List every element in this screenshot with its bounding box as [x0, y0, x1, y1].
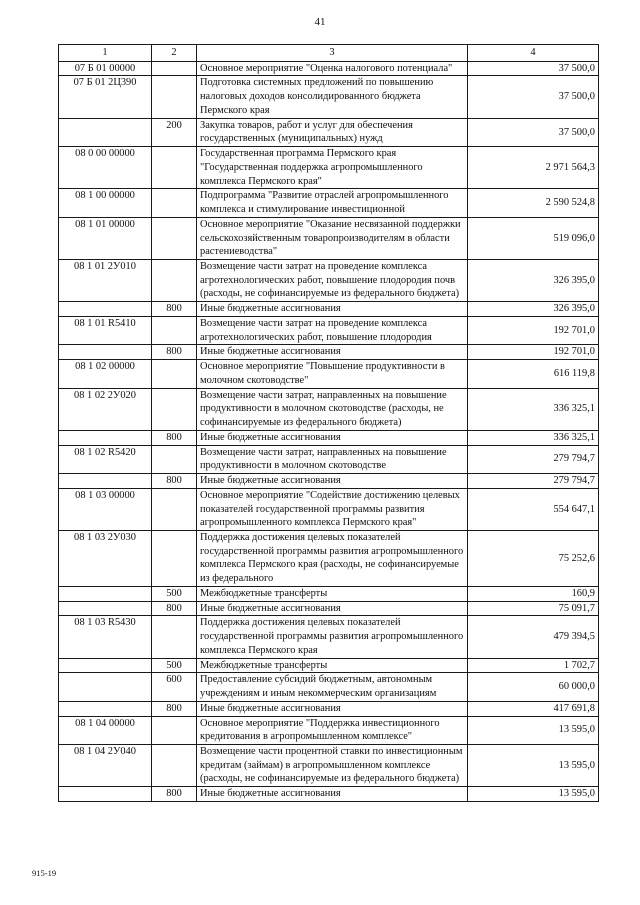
row-type-cell: 200: [152, 118, 197, 146]
row-name-cell: Государственная программа Пермского края "Государственная поддержка агропромышленного комплекса Пермского края": [197, 147, 468, 189]
table-row: [59, 345, 599, 360]
table-body: [59, 61, 599, 801]
row-type-cell: 800: [152, 345, 197, 360]
table-row: [59, 430, 599, 445]
row-type-cell: [152, 488, 197, 530]
row-name-cell: Основное мероприятие "Повышение продуктивности в молочном скотоводстве": [197, 360, 468, 388]
row-type-cell: [152, 616, 197, 658]
row-type-cell: 500: [152, 658, 197, 673]
row-amount-cell: 2 590 524,8: [468, 189, 599, 217]
row-amount-cell: 336 325,1: [468, 430, 599, 445]
row-amount-cell: 37 500,0: [468, 76, 599, 118]
row-name-cell: Возмещение части процентной ставки по инвестиционным кредитам (займам) в агропромышленном комплексе (расходы, не софинансируемые из федерального бюджета): [197, 744, 468, 786]
row-name-cell: Иные бюджетные ассигнования: [197, 345, 468, 360]
table-row: [59, 260, 599, 302]
row-amount-cell: 37 500,0: [468, 61, 599, 76]
row-code-cell: [59, 118, 152, 146]
row-name-cell: Предоставление субсидий бюджетным, автономным учреждениям и иным некоммерческим организациям: [197, 673, 468, 701]
row-type-cell: [152, 445, 197, 473]
row-code-cell: 08 1 04 00000: [59, 716, 152, 744]
row-amount-cell: 37 500,0: [468, 118, 599, 146]
table-row: [59, 530, 599, 586]
table-row: [59, 302, 599, 317]
row-name-cell: Межбюджетные трансферты: [197, 586, 468, 601]
table-row: [59, 586, 599, 601]
row-type-cell: [152, 76, 197, 118]
row-amount-cell: 75 091,7: [468, 601, 599, 616]
table-row: [59, 673, 599, 701]
row-amount-cell: 479 394,5: [468, 616, 599, 658]
row-amount-cell: 160,9: [468, 586, 599, 601]
row-amount-cell: 2 971 564,3: [468, 147, 599, 189]
row-type-cell: [152, 217, 197, 259]
row-amount-cell: 417 691,8: [468, 701, 599, 716]
row-name-cell: Подпрограмма "Развитие отраслей агропромышленного комплекса и стимулирование инвестиционной: [197, 189, 468, 217]
row-type-cell: [152, 316, 197, 344]
table-row: [59, 147, 599, 189]
row-code-cell: 08 0 00 00000: [59, 147, 152, 189]
row-code-cell: 08 1 03 00000: [59, 488, 152, 530]
row-name-cell: Основное мероприятие "Оценка налогового потенциала": [197, 61, 468, 76]
row-amount-cell: 616 119,8: [468, 360, 599, 388]
budget-table: [58, 44, 599, 802]
row-code-cell: 08 1 00 00000: [59, 189, 152, 217]
row-type-cell: [152, 61, 197, 76]
table-row: [59, 217, 599, 259]
row-code-cell: 07 Б 01 00000: [59, 61, 152, 76]
row-amount-cell: 13 595,0: [468, 787, 599, 802]
table-row: [59, 716, 599, 744]
table-row: [59, 488, 599, 530]
row-code-cell: 08 1 03 2У030: [59, 530, 152, 586]
row-name-cell: Закупка товаров, работ и услуг для обеспечения государственных (муниципальных) нужд: [197, 118, 468, 146]
row-amount-cell: 279 794,7: [468, 445, 599, 473]
row-name-cell: Подготовка системных предложений по повышению налоговых доходов консолидированного бюджета Пермского края: [197, 76, 468, 118]
table-row: [59, 601, 599, 616]
row-code-cell: [59, 601, 152, 616]
row-name-cell: Основное мероприятие "Содействие достижению целевых показателей государственной программы развития агропромышленного комплекса Пермского края": [197, 488, 468, 530]
row-type-cell: [152, 530, 197, 586]
row-type-cell: 800: [152, 302, 197, 317]
table-row: [59, 744, 599, 786]
row-code-cell: [59, 430, 152, 445]
table-row: [59, 701, 599, 716]
header-col-1: 1: [59, 45, 152, 62]
header-col-2: 2: [152, 45, 197, 62]
row-amount-cell: 279 794,7: [468, 474, 599, 489]
row-code-cell: 08 1 03 R5430: [59, 616, 152, 658]
table-row: [59, 360, 599, 388]
row-name-cell: Иные бюджетные ассигнования: [197, 474, 468, 489]
row-type-cell: 500: [152, 586, 197, 601]
row-code-cell: [59, 673, 152, 701]
row-amount-cell: 519 096,0: [468, 217, 599, 259]
row-name-cell: Основное мероприятие "Оказание несвязанной поддержки сельскохозяйственным товаропроизводителям в области растениеводства": [197, 217, 468, 259]
row-name-cell: Поддержка достижения целевых показателей государственной программы развития агропромышленного комплекса Пермского края (расходы, не софинансируемые из федерального: [197, 530, 468, 586]
row-type-cell: [152, 260, 197, 302]
row-code-cell: 08 1 01 2У010: [59, 260, 152, 302]
row-code-cell: 08 1 02 R5420: [59, 445, 152, 473]
row-name-cell: Возмещение части затрат, направленных на повышение продуктивности в молочном скотоводстве: [197, 445, 468, 473]
row-type-cell: 800: [152, 701, 197, 716]
table-row: [59, 658, 599, 673]
page-number: 41: [314, 16, 326, 28]
row-name-cell: Иные бюджетные ассигнования: [197, 787, 468, 802]
table-row: [59, 787, 599, 802]
row-type-cell: 800: [152, 474, 197, 489]
row-name-cell: Межбюджетные трансферты: [197, 658, 468, 673]
row-code-cell: [59, 787, 152, 802]
row-code-cell: 08 1 04 2У040: [59, 744, 152, 786]
row-amount-cell: 1 702,7: [468, 658, 599, 673]
row-type-cell: [152, 744, 197, 786]
row-type-cell: 800: [152, 601, 197, 616]
row-amount-cell: 336 325,1: [468, 388, 599, 430]
row-type-cell: [152, 716, 197, 744]
row-code-cell: 08 1 01 00000: [59, 217, 152, 259]
table-row: [59, 118, 599, 146]
row-code-cell: [59, 658, 152, 673]
row-amount-cell: 192 701,0: [468, 316, 599, 344]
row-type-cell: 800: [152, 787, 197, 802]
row-type-cell: [152, 388, 197, 430]
footer-code: 915-19: [32, 868, 57, 878]
row-code-cell: [59, 701, 152, 716]
header-col-4: 4: [468, 45, 599, 62]
row-name-cell: Возмещение части затрат, направленных на повышение продуктивности в молочном скотоводстве (расходы, не софинансируемые из федерального бюджета): [197, 388, 468, 430]
table-row: [59, 616, 599, 658]
row-code-cell: [59, 586, 152, 601]
row-name-cell: Возмещение части затрат на проведение комплекса агротехнологических работ, повышение плодородия почв (расходы, не софинансируемые из федерального бюджета): [197, 260, 468, 302]
table-row: [59, 61, 599, 76]
table-row: [59, 189, 599, 217]
row-type-cell: 600: [152, 673, 197, 701]
row-code-cell: 08 1 02 2У020: [59, 388, 152, 430]
row-amount-cell: 60 000,0: [468, 673, 599, 701]
row-name-cell: Иные бюджетные ассигнования: [197, 302, 468, 317]
row-name-cell: Поддержка достижения целевых показателей государственной программы развития агропромышленного комплекса Пермского края: [197, 616, 468, 658]
table-row: [59, 316, 599, 344]
row-amount-cell: 326 395,0: [468, 302, 599, 317]
row-name-cell: Иные бюджетные ассигнования: [197, 430, 468, 445]
row-code-cell: 07 Б 01 2Ц390: [59, 76, 152, 118]
row-amount-cell: 326 395,0: [468, 260, 599, 302]
table-row: [59, 388, 599, 430]
table-header-row: [59, 45, 599, 62]
row-code-cell: 08 1 01 R5410: [59, 316, 152, 344]
table-row: [59, 474, 599, 489]
row-amount-cell: 192 701,0: [468, 345, 599, 360]
row-amount-cell: 554 647,1: [468, 488, 599, 530]
table-row: [59, 76, 599, 118]
row-name-cell: Иные бюджетные ассигнования: [197, 701, 468, 716]
header-col-3: 3: [197, 45, 468, 62]
row-code-cell: 08 1 02 00000: [59, 360, 152, 388]
row-name-cell: Иные бюджетные ассигнования: [197, 601, 468, 616]
row-code-cell: [59, 345, 152, 360]
row-type-cell: 800: [152, 430, 197, 445]
row-name-cell: Возмещение части затрат на проведение комплекса агротехнологических работ, повышение плодородия: [197, 316, 468, 344]
row-type-cell: [152, 360, 197, 388]
table-row: [59, 445, 599, 473]
row-code-cell: [59, 474, 152, 489]
row-amount-cell: 75 252,6: [468, 530, 599, 586]
row-name-cell: Основное мероприятие "Поддержка инвестиционного кредитования в агропромышленном комплексе": [197, 716, 468, 744]
row-amount-cell: 13 595,0: [468, 716, 599, 744]
row-amount-cell: 13 595,0: [468, 744, 599, 786]
row-type-cell: [152, 189, 197, 217]
row-code-cell: [59, 302, 152, 317]
row-type-cell: [152, 147, 197, 189]
